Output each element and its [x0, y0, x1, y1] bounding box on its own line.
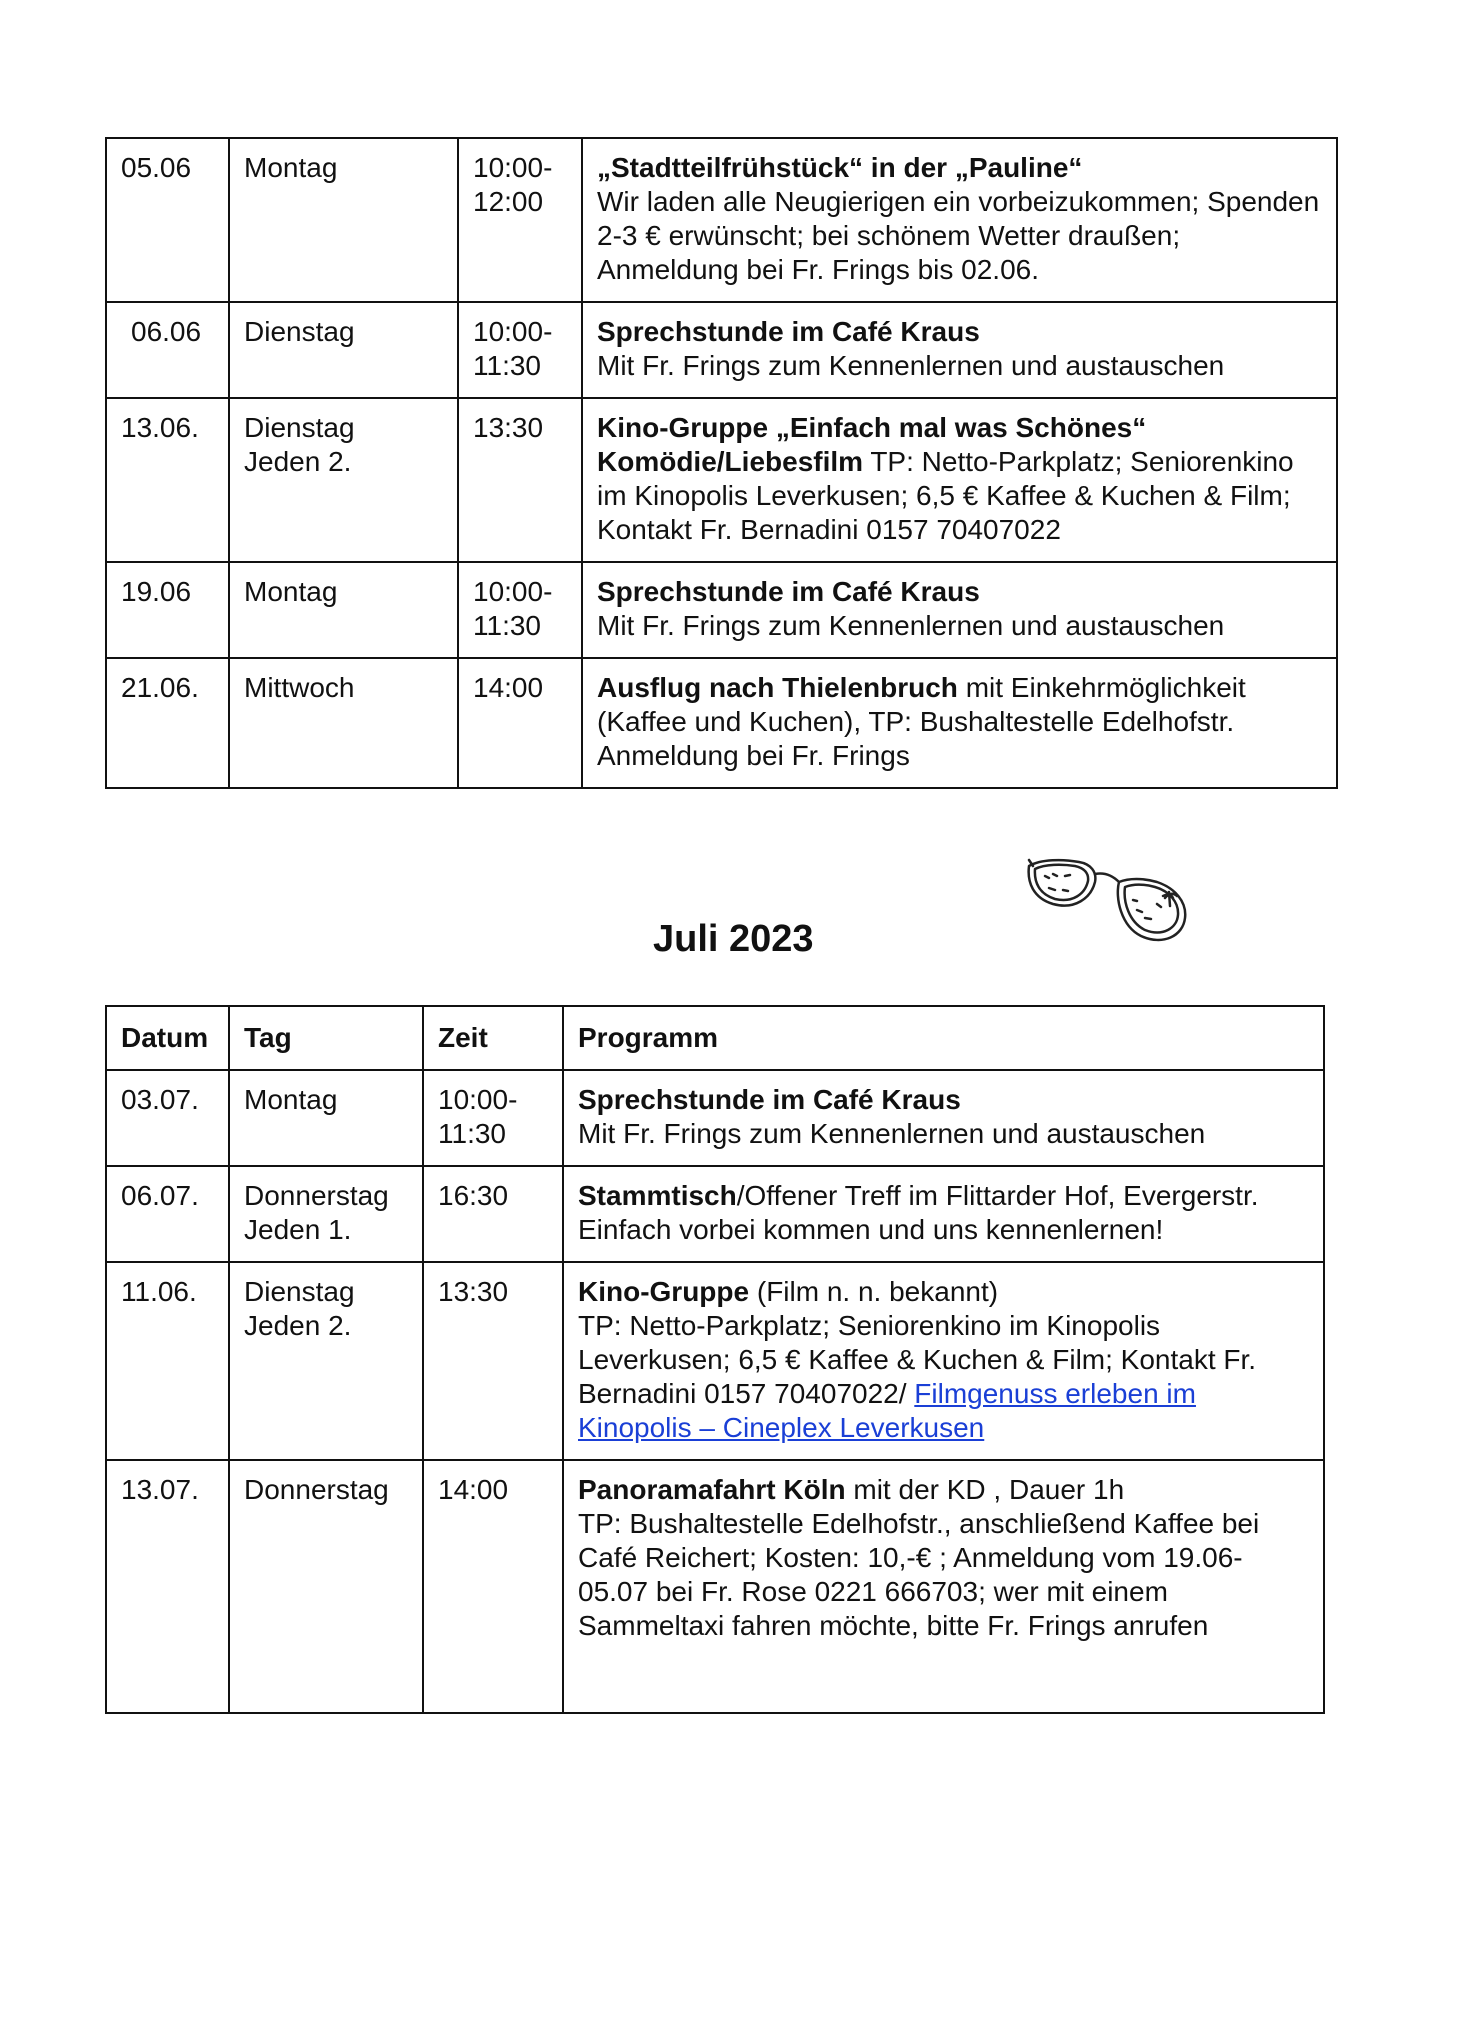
program-title: Ausflug nach Thielenbruch [597, 672, 958, 703]
column-header-program: Programm [563, 1006, 1324, 1070]
date-cell: 13.06. [106, 398, 229, 562]
program-title: Sprechstunde im Café Kraus [578, 1084, 961, 1115]
table-row [106, 658, 1337, 788]
program-text: TP: Netto-Parkplatz; Seniorenkino im Kinopolis Leverkusen; 6,5 € Kaffee & Kuchen & Film; Kontakt Fr. Bernadini 0157 70407022 [597, 446, 1294, 545]
date-cell: 03.07. [106, 1070, 229, 1166]
time-cell: 14:00 [458, 658, 582, 788]
program-cell [582, 398, 1337, 562]
table-header-row [106, 1006, 1324, 1070]
program-cell [582, 562, 1337, 658]
date-cell: 05.06 [106, 138, 229, 302]
program-text: /Offener Treff im Flittarder Hof, Evergerstr. Einfach vorbei kommen und uns kennenlernen! [578, 1180, 1259, 1245]
program-title-suffix: mit der KD , Dauer 1h [845, 1474, 1125, 1505]
date-cell: 06.07. [106, 1166, 229, 1262]
table-row [106, 302, 1337, 398]
time-cell: 13:30 [458, 398, 582, 562]
program-title: Kino-Gruppe „Einfach mal was Schönes“ [597, 412, 1147, 443]
program-title: Stammtisch [578, 1180, 737, 1211]
table-row [106, 138, 1337, 302]
time-cell: 10:00- 11:30 [458, 302, 582, 398]
program-title: Sprechstunde im Café Kraus [597, 576, 980, 607]
program-cell [563, 1070, 1324, 1166]
column-header-date: Datum [106, 1006, 229, 1070]
day-cell: Dienstag Jeden 2. [229, 398, 458, 562]
day-cell: Mittwoch [229, 658, 458, 788]
time-cell: 13:30 [423, 1262, 563, 1460]
program-title: Panoramafahrt Köln [578, 1474, 846, 1505]
program-cell [582, 658, 1337, 788]
program-text: TP: Bushaltestelle Edelhofstr., anschließend Kaffee bei Café Reichert; Kosten: 10,-€ ; Anmeldung vom 19.06-05.07 bei Fr. Rose 0221 666703; wer mit einem Sammeltaxi fahren möchte, bitte Fr. Frings anrufen [578, 1508, 1260, 1641]
program-cell [563, 1460, 1324, 1713]
day-cell: Montag [229, 1070, 423, 1166]
time-cell: 10:00- 11:30 [458, 562, 582, 658]
program-text: Mit Fr. Frings zum Kennenlernen und austauschen [578, 1118, 1206, 1149]
day-cell: Montag [229, 138, 458, 302]
date-cell: 11.06. [106, 1262, 229, 1460]
program-text: mit Einkehrmöglichkeit (Kaffee und Kuchen), TP: Bushaltestelle Edelhofstr. Anmeldung bei Fr. Frings [597, 672, 1246, 771]
time-cell: 10:00- 12:00 [458, 138, 582, 302]
time-cell: 14:00 [423, 1460, 563, 1713]
table-row [106, 1070, 1324, 1166]
program-text: TP: Netto-Parkplatz; Seniorenkino im Kinopolis Leverkusen; 6,5 € Kaffee & Kuchen & Film; Kontakt Fr. Bernadini 0157 70407022/ [578, 1310, 1257, 1409]
column-header-time: Zeit [423, 1006, 563, 1070]
day-cell: Montag [229, 562, 458, 658]
date-cell: 06.06 [106, 302, 229, 398]
time-cell: 10:00- 11:30 [423, 1070, 563, 1166]
table-row [106, 1262, 1324, 1460]
program-title: Kino-Gruppe [578, 1276, 750, 1307]
program-title-suffix: (Film n. n. bekannt) [749, 1276, 999, 1307]
table-row [106, 398, 1337, 562]
program-cell [582, 138, 1337, 302]
table-row [106, 1166, 1324, 1262]
program-text: Wir laden alle Neugierigen ein vorbeizukommen; Spenden 2-3 € erwünscht; bei schönem Wetter draußen; Anmeldung bei Fr. Frings bis 02.06. [597, 186, 1320, 285]
program-cell [563, 1262, 1324, 1460]
program-subtitle: Komödie/Liebesfilm [597, 446, 864, 477]
column-header-day: Tag [229, 1006, 423, 1070]
date-cell: 21.06. [106, 658, 229, 788]
program-cell [582, 302, 1337, 398]
day-cell: Dienstag [229, 302, 458, 398]
table-row [106, 562, 1337, 658]
program-text: Mit Fr. Frings zum Kennenlernen und austauschen [597, 610, 1225, 641]
date-cell: 13.07. [106, 1460, 229, 1713]
day-cell: Donnerstag [229, 1460, 423, 1713]
june-schedule-table [105, 137, 1338, 789]
date-cell: 19.06 [106, 562, 229, 658]
kinopolis-link[interactable]: Filmgenuss erleben im Kinopolis – Cineplex Leverkusen [578, 1378, 1196, 1443]
day-cell: Dienstag Jeden 2. [229, 1262, 423, 1460]
sunglasses-icon [1025, 852, 1195, 952]
july-schedule-table [105, 1005, 1325, 1714]
time-cell: 16:30 [423, 1166, 563, 1262]
table-row [106, 1460, 1324, 1713]
day-cell: Donnerstag Jeden 1. [229, 1166, 423, 1262]
program-title: „Stadtteilfrühstück“ in der „Pauline“ [597, 152, 1083, 183]
program-title: Sprechstunde im Café Kraus [597, 316, 980, 347]
program-cell [563, 1166, 1324, 1262]
program-text: Mit Fr. Frings zum Kennenlernen und austauschen [597, 350, 1225, 381]
